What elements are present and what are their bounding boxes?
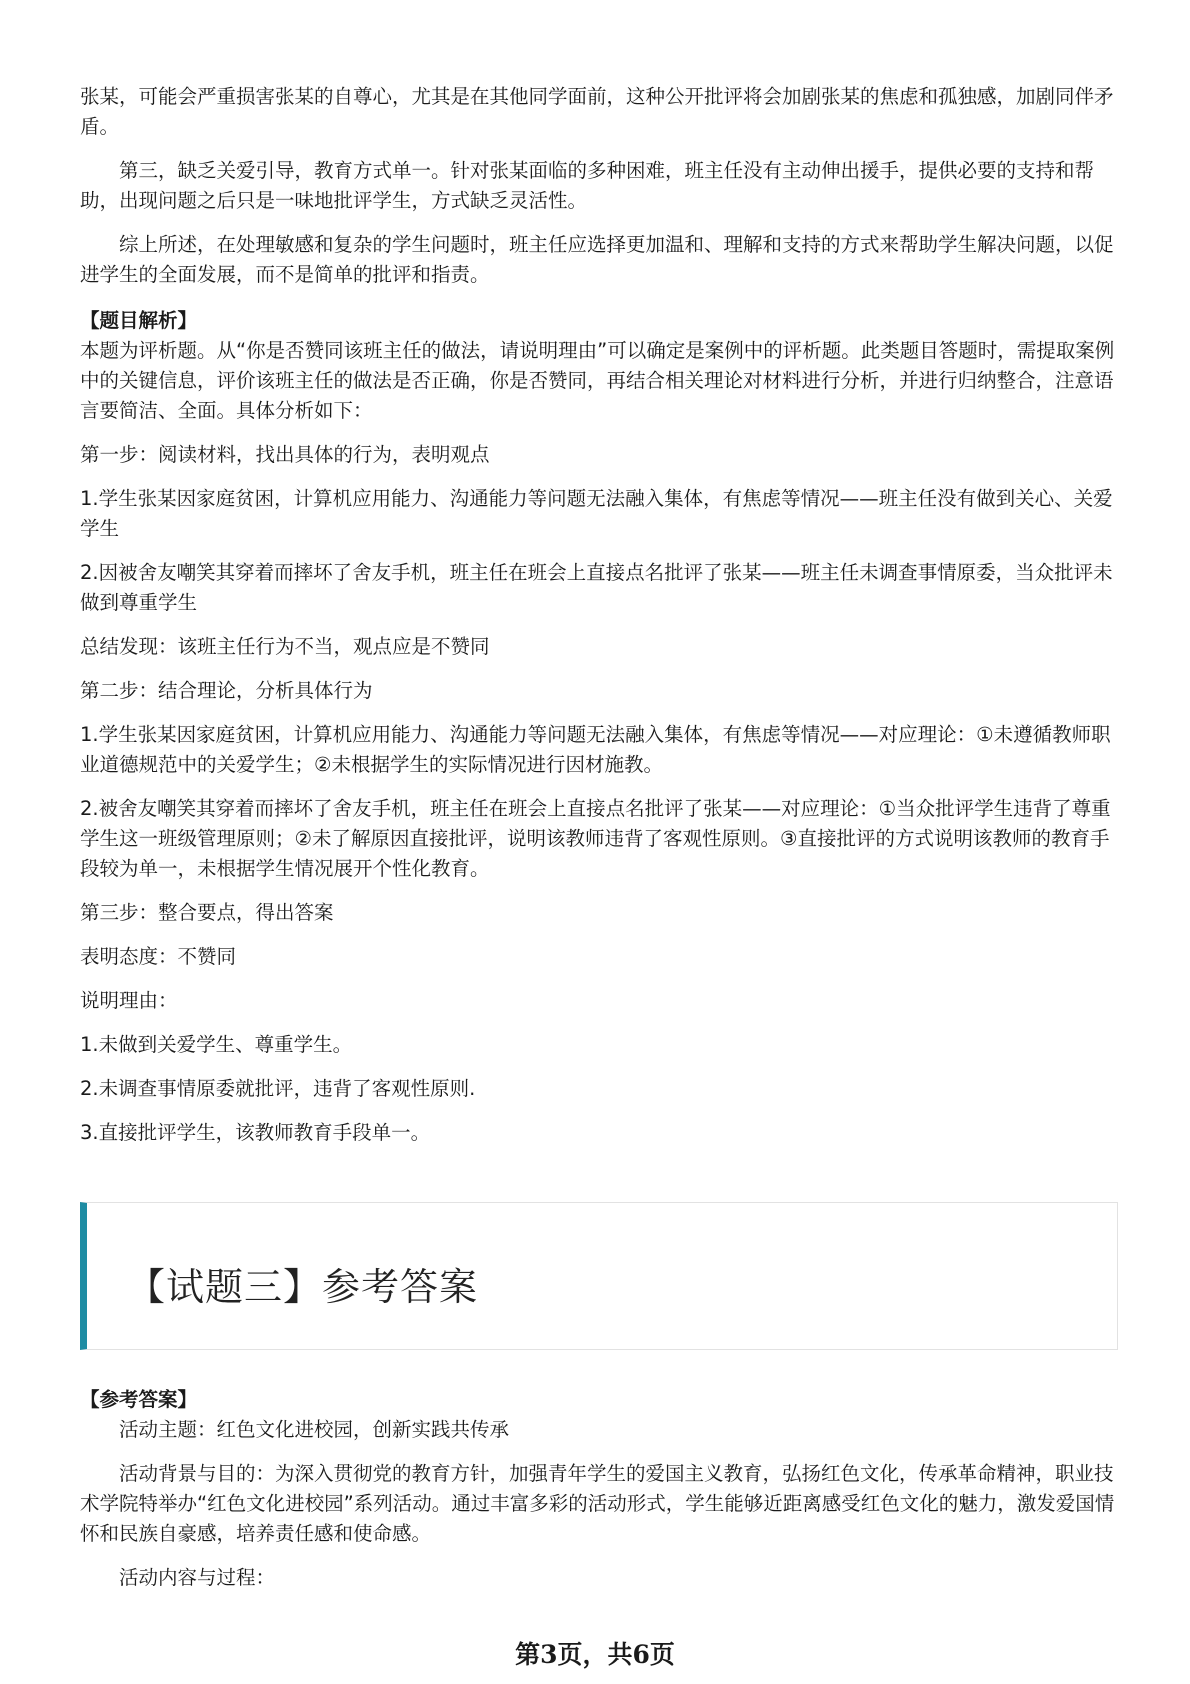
analysis-line: 表明态度：不赞同 [80, 945, 237, 968]
page-number: 第3页，共6页 [515, 1640, 675, 1669]
analysis-line: 2.未调查事情原委就批评，违背了客观性原则. [80, 1077, 476, 1100]
analysis-line: 说明理由： [80, 989, 178, 1012]
analysis-line: 1.学生张某因家庭贫困，计算机应用能力、沟通能力等问题无法融入集体，有焦虑等情况——对应理论：①未遵循教师职业道德规范中的关爱学生；②未根据学生的实际情况进行因材施教。 [80, 723, 1111, 776]
analysis-line: 2.被舍友嘲笑其穿着而摔坏了舍友手机，班主任在班会上直接点名批评了张某——对应理论：①当众批评学生违背了尊重学生这一班级管理原则；②未了解原因直接批评，说明该教师违背了客观性原则。③直接批评的方式说明该教师的教育手段较为单一，未根据学生情况展开个性化教育。 [80, 797, 1111, 880]
analysis-line: 第二步：结合理论，分析具体行为 [80, 679, 373, 702]
activity-background: 活动背景与目的：为深入贯彻党的教育方针，加强青年学生的爱国主义教育，弘扬红色文化，传承革命精神，职业技术学院特举办“红色文化进校园”系列活动。通过丰富多彩的活动形式，学生能够近距离感受红色文化的魅力，激发爱国情怀和民族自豪感，培养责任感和使命感。 [80, 1462, 1115, 1545]
analysis-line: 1.学生张某因家庭贫困，计算机应用能力、沟通能力等问题无法融入集体，有焦虑等情况——班主任没有做到关心、关爱学生 [80, 487, 1113, 540]
paragraph: 综上所述，在处理敏感和复杂的学生问题时，班主任应选择更加温和、理解和支持的方式来帮助学生解决问题，以促进学生的全面发展，而不是简单的批评和指责。 [80, 233, 1114, 286]
paragraph: 第三，缺乏关爱引导，教育方式单一。针对张某面临的多种困难，班主任没有主动伸出援手，提供必要的支持和帮助，出现问题之后只是一味地批评学生，方式缺乏灵活性。 [80, 159, 1095, 212]
analysis-intro: 本题为评析题。从“你是否赞同该班主任的做法，请说明理由”可以确定是案例中的评析题。此类题目答题时，需提取案例中的关键信息，评价该班主任的做法是否正确，你是否赞同，再结合相关理论对材料进行分析，并进行归纳整合，注意语言要简洁、全面。具体分析如下： [80, 339, 1115, 422]
analysis-line: 2.因被舍友嘲笑其穿着而摔坏了舍友手机，班主任在班会上直接点名批评了张某——班主任未调查事情原委，当众批评未做到尊重学生 [80, 561, 1113, 614]
analysis-heading: 【题目解析】 [80, 309, 198, 332]
document-body [80, 82, 1120, 1148]
paragraph: 张某，可能会严重损害张某的自尊心，尤其是在其他同学面前，这种公开批评将会加剧张某的焦虑和孤独感，加剧同伴矛盾。 [80, 85, 1114, 138]
analysis-line: 总结发现：该班主任行为不当，观点应是不赞同 [80, 635, 490, 658]
activity-process: 活动内容与过程： [119, 1566, 276, 1589]
section-title: 【试题三】参考答案 [127, 1265, 479, 1309]
analysis-line: 第三步：整合要点，得出答案 [80, 901, 334, 924]
activity-theme: 活动主题：红色文化进校园，创新实践共传承 [119, 1418, 510, 1441]
analysis-line: 第一步：阅读材料，找出具体的行为，表明观点 [80, 443, 490, 466]
analysis-line: 3.直接批评学生，该教师教育手段单一。 [80, 1121, 431, 1144]
section-banner [80, 1202, 1118, 1350]
reference-heading: 【参考答案】 [80, 1388, 198, 1411]
analysis-line: 1.未做到关爱学生、尊重学生。 [80, 1033, 353, 1056]
reference-section [80, 1385, 1120, 1593]
